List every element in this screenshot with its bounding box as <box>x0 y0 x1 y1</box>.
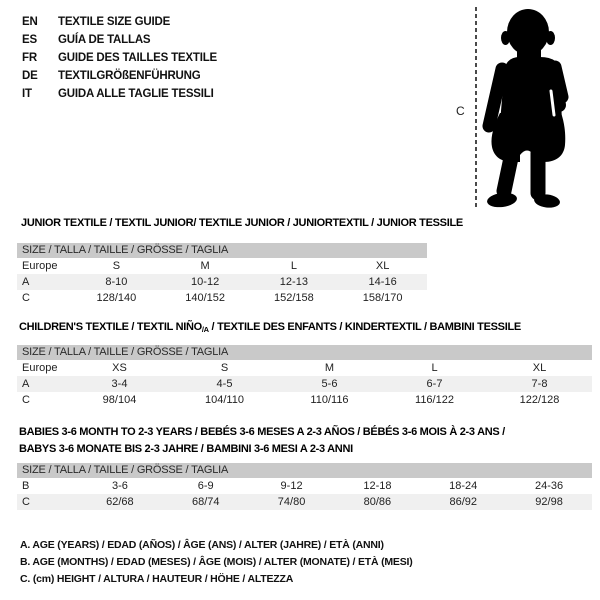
age-cell: 3-4 <box>111 378 128 390</box>
table-row-height <box>17 392 592 408</box>
height-cell: 86/92 <box>449 496 477 508</box>
height-cell: 74/80 <box>277 496 306 508</box>
row-label: Europe <box>22 260 58 272</box>
size-header-bar: SIZE / TALLA / TAILLE / GRÖSSE / TAGLIA <box>17 463 592 478</box>
title-part: CHILDREN'S TEXTILE / TEXTIL NIÑO <box>19 321 202 333</box>
size-cell: L <box>431 362 438 374</box>
row-label: C <box>22 496 30 508</box>
size-cell: XL <box>532 362 547 374</box>
lang-code: FR <box>22 52 37 64</box>
size-cell: L <box>290 260 297 272</box>
lang-row-fr <box>22 49 217 67</box>
months-cell: 9-12 <box>280 480 303 492</box>
lang-row-es <box>22 31 217 49</box>
row-label: B <box>22 480 30 492</box>
height-cell: 116/122 <box>415 394 454 406</box>
size-header-bar: SIZE / TALLA / TAILLE / GRÖSSE / TAGLIA <box>17 345 592 360</box>
height-cell: 68/74 <box>191 496 220 508</box>
size-cell: XL <box>375 260 390 272</box>
babies-size-table <box>17 463 592 510</box>
legend-note-a: A. AGE (YEARS) / EDAD (AÑOS) / ÂGE (ANS) / ALTER (JAHRE) / ETÀ (ANNI) <box>20 539 384 551</box>
age-cell: 7-8 <box>531 378 548 390</box>
table-row-europe <box>17 258 427 274</box>
months-cell: 3-6 <box>111 480 128 492</box>
height-cell: 104/110 <box>205 394 244 406</box>
size-cell: S <box>220 362 229 374</box>
lang-code: EN <box>22 16 38 28</box>
age-cell: 6-7 <box>426 378 443 390</box>
height-cell: 158/170 <box>362 292 403 304</box>
babies-title-line1: BABIES 3-6 MONTH TO 2-3 YEARS / BEBÉS 3-6 MESES A 2-3 AÑOS / BÉBÉS 3-6 MOIS À 2-3 ANS / <box>19 426 505 438</box>
lang-text: GUÍA DE TALLAS <box>58 34 151 46</box>
height-cell: 122/128 <box>519 394 560 406</box>
legend-note-b: B. AGE (MONTHS) / EDAD (MESES) / ÂGE (MOIS) / ALTER (MONATE) / ETÀ (MESI) <box>20 556 413 569</box>
children-size-table <box>17 345 592 408</box>
title-subscript: /A <box>201 325 209 334</box>
lang-row-de <box>22 67 217 85</box>
age-cell: 10-12 <box>191 276 220 288</box>
height-measure-label: C <box>456 104 465 118</box>
table-row-height <box>17 290 427 306</box>
table-row-age <box>17 376 592 392</box>
table-row-age <box>17 274 427 290</box>
age-cell: 5-6 <box>321 378 338 390</box>
table-row-europe <box>17 360 592 376</box>
row-label: C <box>22 394 30 406</box>
size-cell: S <box>112 260 121 272</box>
lang-row-en <box>22 13 217 31</box>
size-cell: XS <box>112 362 127 374</box>
babies-section-title <box>19 424 505 458</box>
language-guide <box>22 13 217 103</box>
months-cell: 6-9 <box>197 480 214 492</box>
height-cell: 98/104 <box>102 394 137 406</box>
height-cell: 62/68 <box>106 496 134 508</box>
lang-text: GUIDE DES TAILLES TEXTILE <box>58 52 217 64</box>
size-cell: M <box>324 362 335 374</box>
height-cell: 80/86 <box>363 496 392 508</box>
age-cell: 8-10 <box>105 276 128 288</box>
junior-section-title: JUNIOR TEXTILE / TEXTIL JUNIOR/ TEXTILE JUNIOR / JUNIORTEXTIL / JUNIOR TESSILE <box>21 217 463 229</box>
age-cell: 4-5 <box>216 378 233 390</box>
age-cell: 14-16 <box>368 276 397 288</box>
legend-notes <box>20 537 413 589</box>
babies-title-line2: BABYS 3-6 MONATE BIS 2-3 JAHRE / BAMBINI 3-6 MESI A 2-3 ANNI <box>19 443 353 455</box>
children-section-title <box>19 321 521 334</box>
lang-text: TEXTILE SIZE GUIDE <box>58 16 171 28</box>
height-cell: 152/158 <box>273 292 314 304</box>
legend-note-c: C. (cm) HEIGHT / ALTURA / HAUTEUR / HÖHE / ALTEZZA <box>20 573 294 586</box>
row-label: A <box>22 378 30 390</box>
lang-text: GUIDA ALLE TAGLIE TESSILI <box>58 88 214 100</box>
height-cell: 128/140 <box>96 292 137 304</box>
lang-row-it <box>22 85 217 103</box>
months-cell: 12-18 <box>363 480 392 492</box>
lang-code: DE <box>22 70 38 82</box>
junior-size-table <box>17 243 427 306</box>
lang-code: ES <box>22 34 37 46</box>
lang-text: TEXTILGRÖßENFÜHRUNG <box>58 70 201 82</box>
row-label: C <box>22 292 30 304</box>
size-cell: M <box>200 260 210 272</box>
baby-silhouette-icon <box>478 5 598 210</box>
title-part: / TEXTILE DES ENFANTS / KINDERTEXTIL / BAMBINI TESSILE <box>208 321 521 333</box>
row-label: Europe <box>22 362 58 374</box>
table-row-months <box>17 478 592 494</box>
height-cell: 140/152 <box>185 292 225 304</box>
table-row-height <box>17 494 592 510</box>
age-cell: 12-13 <box>279 276 308 288</box>
months-cell: 18-24 <box>449 480 478 492</box>
height-cell: 92/98 <box>535 496 563 508</box>
height-dashed-line <box>475 7 477 207</box>
months-cell: 24-36 <box>534 480 564 492</box>
lang-code: IT <box>22 88 32 100</box>
row-label: A <box>22 276 30 288</box>
size-header-bar: SIZE / TALLA / TAILLE / GRÖSSE / TAGLIA <box>17 243 427 258</box>
height-cell: 110/116 <box>310 394 349 406</box>
